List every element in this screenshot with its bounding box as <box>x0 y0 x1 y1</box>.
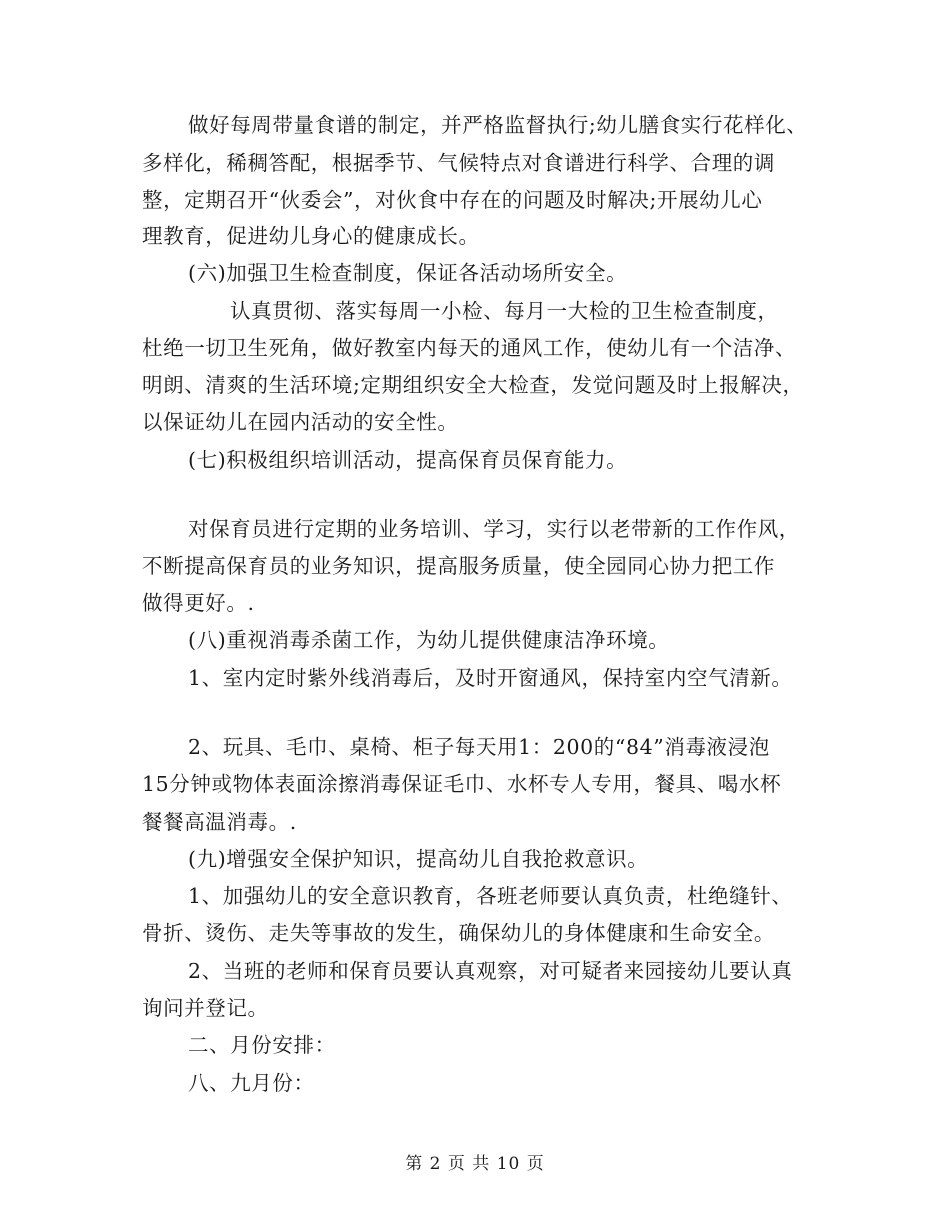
text-line: 2、玩具、毛巾、桌椅、柜子每天用1：200的“84”消毒液浸泡 <box>188 735 770 759</box>
section-heading: 八、九月份： <box>188 1071 315 1095</box>
page-footer: 第 2 页 共 10 页 <box>405 1154 545 1174</box>
text-line: 询问并登记。 <box>142 996 269 1020</box>
text-line: 以保证幼儿在园内活动的安全性。 <box>142 410 459 434</box>
text-line: 杜绝一切卫生死角，做好教室内每天的通风工作，使幼儿有一个洁净、 <box>142 336 797 360</box>
section-heading: (六)加强卫生检查制度，保证各活动场所安全。 <box>188 261 628 285</box>
text-line: 认真贯彻、落实每周一小检、每月一大检的卫生检查制度， <box>230 299 779 323</box>
text-line: 对保育员进行定期的业务培训、学习，实行以老带新的工作作风， <box>188 517 800 541</box>
text-line: 1、加强幼儿的安全意识教育，各班老师要认真负责，杜绝缝针、 <box>188 884 793 908</box>
section-heading: (九)增强安全保护知识，提高幼儿自我抢救意识。 <box>188 847 649 871</box>
text-line: 15分钟或物体表面涂擦消毒保证毛巾、水杯专人专用，餐具、喝水杯 <box>142 772 782 796</box>
section-heading: 二、月份安排： <box>188 1033 336 1057</box>
section-heading: (八)重视消毒杀菌工作，为幼儿提供健康洁净环境。 <box>188 628 670 652</box>
section-heading: (七)积极组织培训活动，提高保育员保育能力。 <box>188 448 628 472</box>
text-line: 骨折、烫伤、走失等事故的发生，确保幼儿的身体健康和生命安全。 <box>142 921 775 945</box>
text-line: 做好每周带量食谱的制定，并严格监督执行;幼儿膳食实行花样化、 <box>188 113 808 137</box>
text-line: 理教育，促进幼儿身心的健康成长。 <box>142 224 480 248</box>
text-line: 2、当班的老师和保育员要认真观察，对可疑者来园接幼儿要认真 <box>188 959 793 983</box>
text-line: 明朗、清爽的生活环境;定期组织安全大检查，发觉问题及时上报解决， <box>142 373 804 397</box>
text-line: 1、室内定时紫外线消毒后，及时开窗通风，保持室内空气清新。 <box>188 666 793 690</box>
text-line: 做得更好。. <box>142 591 255 615</box>
text-line: 整，定期召开“伙委会”，对伙食中存在的问题及时解决;开展幼儿心 <box>142 188 763 212</box>
text-line: 多样化，稀稠答配，根据季节、气候特点对食谱进行科学、合理的调 <box>142 151 775 175</box>
text-line: 不断提高保育员的业务知识，提高服务质量，使全园同心协力把工作 <box>142 554 775 578</box>
text-line: 餐餐高温消毒。. <box>142 810 297 834</box>
